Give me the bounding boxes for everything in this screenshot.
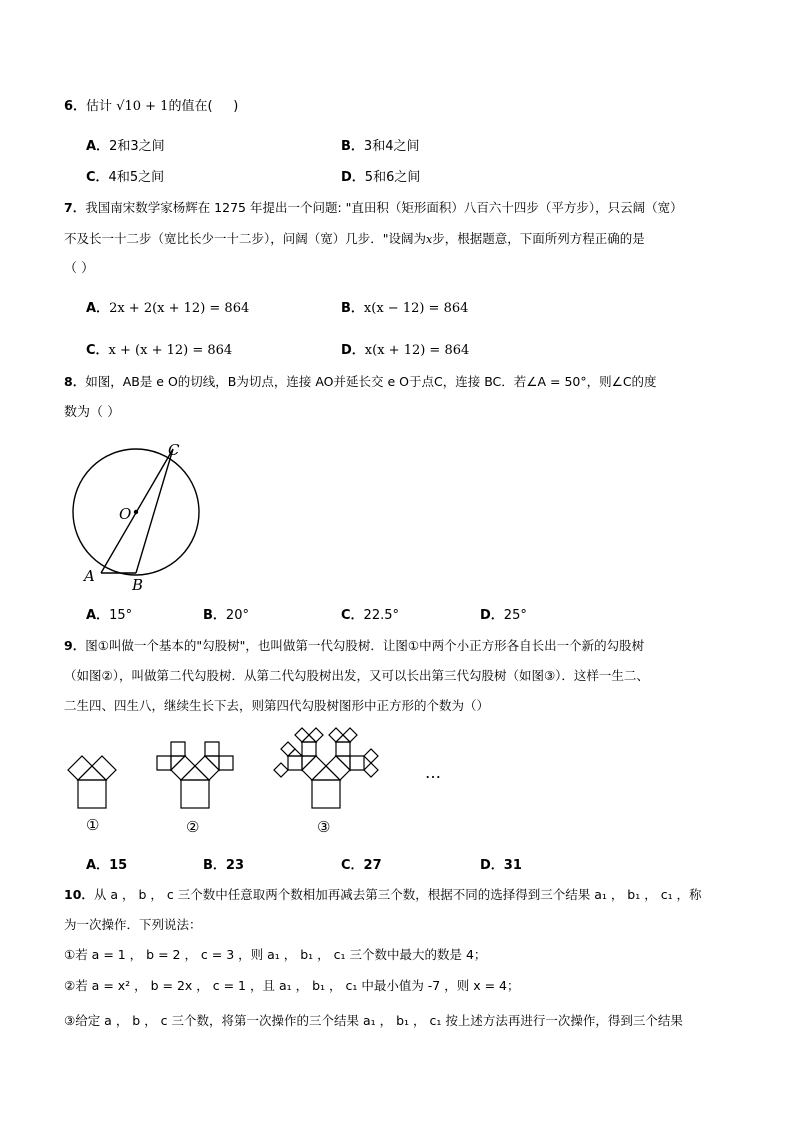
option-text: 31: [503, 858, 522, 873]
option-text: 5和6之间: [364, 170, 421, 185]
option-text: 25°: [503, 608, 527, 623]
q6-option-a[interactable]: [86, 135, 165, 154]
option-text: 27: [363, 858, 382, 873]
label-a: A: [84, 567, 95, 585]
center-point: [134, 510, 138, 514]
line-bc: [136, 449, 173, 573]
option-text: 15°: [109, 608, 133, 623]
q6-option-d[interactable]: [341, 166, 420, 185]
option-letter: B．: [203, 608, 226, 623]
option-text: 15: [109, 858, 128, 873]
option-letter: C．: [86, 170, 109, 185]
q9-pythagoras-trees-figure: [55, 720, 455, 840]
q9-option-d[interactable]: [480, 854, 522, 873]
q6-expression: √10 + 1: [116, 99, 169, 114]
option-text: x(x − 12) = 864: [363, 301, 469, 316]
option-letter: C．: [341, 858, 364, 873]
option-text: 3和4之间: [363, 139, 420, 154]
q6-stem: [64, 98, 238, 116]
q7-line-3: （ ）: [64, 261, 95, 276]
option-letter: B．: [341, 139, 364, 154]
q9-option-b[interactable]: [203, 854, 244, 873]
q7-line-1: [64, 199, 683, 217]
q10-line-5: ③给定 a ， b ， c 三个数，将第一次操作的三个结果 a₁ ， b₁ ， c₁ 按上述方法再进行一次操作，得到三个结果: [64, 1013, 683, 1028]
label-b: B: [132, 576, 144, 594]
q8-option-c[interactable]: [341, 604, 399, 623]
q9-line-3: 二生四、四生八，继续生长下去，则第四代勾股树图形中正方形的个数为（）: [64, 698, 490, 713]
label-o: O: [119, 505, 132, 523]
q8-number: 8．: [64, 374, 86, 389]
ellipsis: …: [425, 763, 441, 782]
option-letter: D．: [480, 858, 504, 873]
q8-option-b[interactable]: [203, 604, 249, 623]
option-letter: A．: [86, 139, 110, 154]
q7-option-d[interactable]: [341, 339, 469, 358]
q7-line-2: [64, 230, 645, 249]
q6-number: 6．: [64, 99, 87, 114]
q6-text-b: 的值在(: [168, 99, 213, 114]
q6-text-c: ): [233, 99, 239, 114]
q9-option-c[interactable]: [341, 854, 382, 873]
q7-text: 不及长一十二步（宽比长少一十二步），问阔（宽）几步．"设阔为: [64, 231, 427, 246]
option-text: 20°: [225, 608, 249, 623]
q6-option-b[interactable]: [341, 135, 419, 154]
q10-line-4: ②若 a = x² ， b = 2x ， c = 1 ，且 a₁ ， b₁ ， c₁ 中最小值为 -7 ，则 x = 4；: [64, 978, 520, 993]
option-letter: C．: [341, 608, 364, 623]
q7-variable: x: [426, 233, 433, 246]
option-letter: A．: [86, 858, 110, 873]
q8-option-d[interactable]: [480, 604, 527, 623]
option-text: 2和3之间: [109, 139, 165, 154]
option-letter: A．: [86, 608, 110, 623]
pythagoras-tree-gen1: [68, 756, 116, 808]
q6-option-c[interactable]: [86, 166, 164, 185]
q10-number: 10．: [64, 887, 94, 902]
option-text: 2x + 2(x + 12) = 864: [109, 301, 250, 316]
label-c: C: [168, 441, 180, 459]
q8-circle-figure: [60, 430, 220, 595]
option-text: 22.5°: [363, 608, 399, 623]
q7-option-b[interactable]: [341, 297, 468, 316]
q9-line-2: （如图②），叫做第二代勾股树．从第二代勾股树出发，又可以长出第三代勾股树（如图③）．这样一生二、: [64, 668, 649, 683]
q9-line-1: [64, 637, 644, 655]
q8-line-2: 数为（ ）: [64, 405, 121, 420]
q9-text: 图①叫做一个基本的"勾股树"，也叫做第一代勾股树．让图①中两个小正方形各自长出一个新的勾股树: [85, 638, 645, 653]
q6-text-a: 估计: [86, 99, 113, 114]
q7-option-c[interactable]: [86, 339, 232, 358]
q8-option-a[interactable]: [86, 604, 132, 623]
figure-label-2: ②: [186, 818, 200, 836]
q8-line-1: [64, 373, 657, 391]
q8-text: 如图，AB是 e O的切线，B为切点，连接 AO并延长交 e O于点C，连接 BC．若∠A = 50°，则∠C的度: [85, 374, 657, 389]
option-letter: D．: [341, 343, 365, 358]
figure-label-1: ①: [86, 816, 100, 834]
option-letter: C．: [86, 343, 109, 358]
option-text: 4和5之间: [108, 170, 165, 185]
q7-text: 我国南宋数学家杨辉在 1275 年提出一个问题: "直田积（矩形面积）八百六十四步（平方步），只云阔（宽）: [85, 200, 683, 215]
option-letter: A．: [86, 301, 110, 316]
option-letter: D．: [480, 608, 504, 623]
q9-number: 9．: [64, 638, 86, 653]
q7-option-a[interactable]: [86, 297, 249, 316]
q10-text: 从 a ， b ， c 三个数中任意取两个数相加再减去第三个数，根据不同的选择得到三个结果 a₁ ， b₁ ， c₁ ，称: [93, 887, 702, 902]
option-letter: B．: [341, 301, 364, 316]
option-letter: B．: [203, 858, 226, 873]
q10-line-1: [64, 886, 702, 904]
pythagoras-tree-gen3: [274, 728, 378, 808]
q10-line-2: 为一次操作．下列说法：: [64, 917, 202, 932]
figure-label-3: ③: [317, 818, 331, 836]
q10-line-3: ①若 a = 1 ， b = 2 ， c = 3 ，则 a₁ ， b₁ ， c₁ 三个数中最大的数是 4；: [64, 947, 487, 962]
option-text: x(x + 12) = 864: [364, 343, 470, 358]
pythagoras-tree-gen2: [157, 742, 233, 808]
q7-number: 7．: [64, 200, 86, 215]
q7-text: 步，根据题意，下面所列方程正确的是: [432, 231, 645, 246]
q9-option-a[interactable]: [86, 854, 127, 873]
option-letter: D．: [341, 170, 365, 185]
option-text: x + (x + 12) = 864: [108, 343, 233, 358]
option-text: 23: [225, 858, 245, 873]
